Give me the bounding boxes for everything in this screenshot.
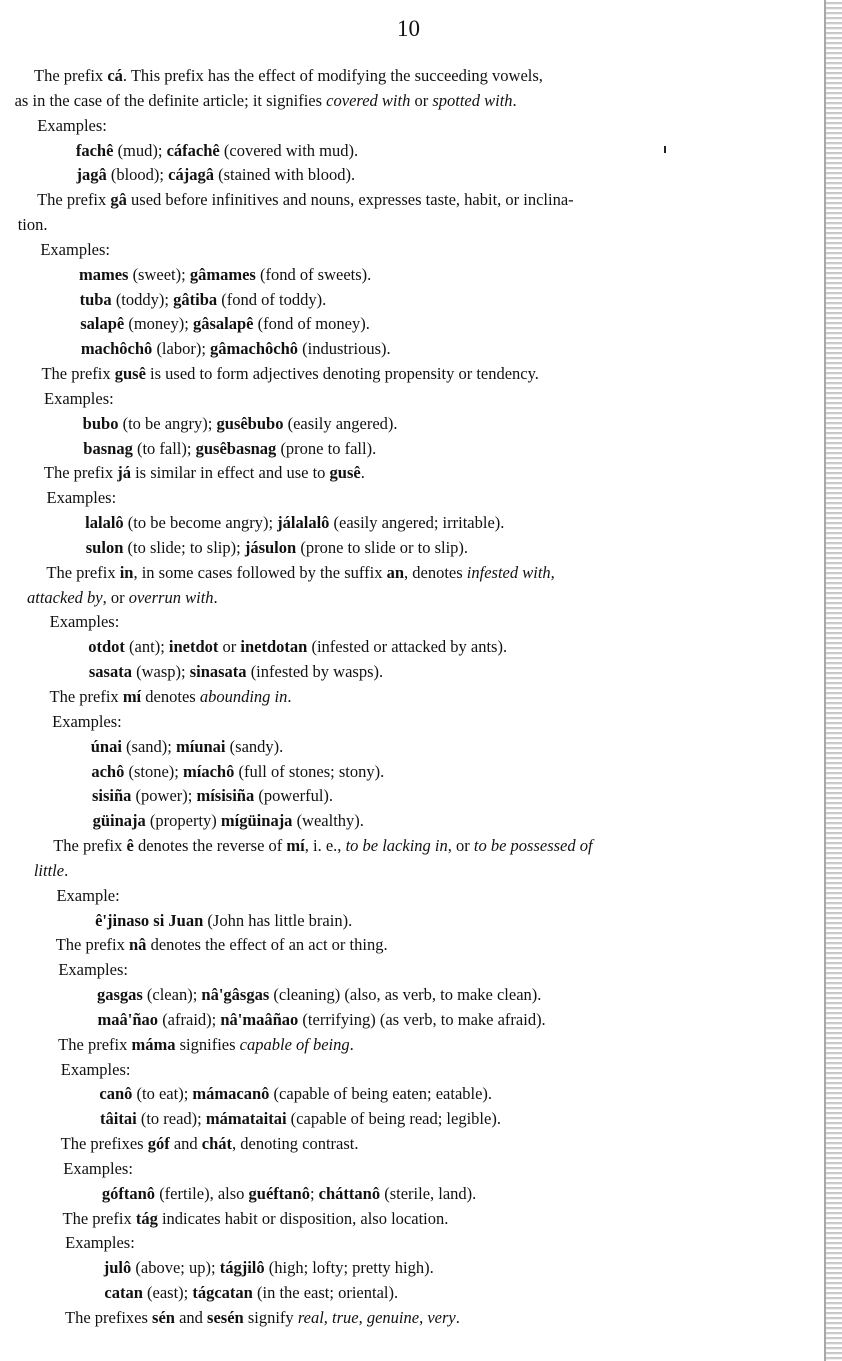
example-line [100,1109,501,1129]
text-run: (terrifying) (as verb, to make afraid). [298,1009,546,1029]
headword: nâ [129,935,147,955]
headword: in [119,562,134,582]
headword: mámacanô [192,1084,270,1104]
italic-phrase: infested with, [466,562,555,582]
text-run: indicates habit or disposition, also location. [157,1208,449,1228]
italic-phrase: real, true, genuine, very [297,1308,456,1327]
italic-phrase: to be possessed of [473,836,593,856]
text-run: , in some cases followed by the suffix [133,562,387,582]
italic-phrase: little [33,860,65,880]
text-run: (fertile), also [155,1183,249,1203]
paragraph-line [34,66,543,86]
headword: gâmachôchô [210,339,299,359]
text-run: is similar in effect and use to [130,463,330,483]
text-run: (above; up); [131,1258,220,1278]
example-line [89,662,383,682]
examples-label: Examples: [60,1059,131,1079]
paragraph-continuation [15,91,517,111]
headword: gâ [110,190,127,210]
headword: chát [201,1134,233,1154]
headword: lalalô [85,513,124,533]
headword: mí [286,836,305,856]
examples-label: Examples: [58,960,128,980]
text-run: . This prefix has the effect of modifying the succeeding vowels, [122,66,543,85]
headword: sesén [207,1308,244,1327]
text-run: The prefix [62,1208,136,1228]
text-run: (to slide; to slip); [123,537,245,557]
example-line [79,265,371,285]
headword: machôchô [80,339,153,359]
headword: ê [126,836,134,856]
examples-label: Examples: [37,115,107,135]
text-run: (sand); [121,736,176,756]
example-line [86,538,468,558]
text-run: (mud); [113,140,167,160]
headword: mígüinaja [220,811,293,831]
text-run: , denoting contrast. [232,1134,359,1154]
headword: sasata [88,662,132,682]
headword: máma [131,1034,176,1054]
text-run: The prefixes [60,1134,148,1154]
text-run: . [213,587,218,607]
headword: basnag [83,438,133,458]
text-run: (stained with blood). [213,165,356,185]
headword: míachô [183,761,235,781]
text-run: (ant); [124,637,169,657]
text-run: (wasp); [131,662,190,682]
example-line [76,165,355,185]
text-run: (prone to fall). [276,438,377,458]
headword: góftanô [101,1183,156,1203]
paragraph-line [65,1308,460,1328]
text-run: (powerful). [254,786,334,806]
headword: míunai [176,736,226,756]
headword: cá [107,66,123,85]
headword: já [117,463,131,483]
headword: achô [91,761,125,781]
text-run: The prefixes [65,1308,153,1327]
headword: nâ'gâsgas [201,985,270,1005]
text-run: (blood); [106,165,169,185]
text-run: (money); [124,314,193,334]
text-run: The prefix [49,687,123,706]
text-run: ; [309,1183,319,1203]
examples-label: Examples: [40,239,110,259]
stray-ink-mark [664,146,666,153]
example-line [104,1283,398,1303]
example-line [76,141,358,161]
headword: sinasata [189,662,247,682]
text-run: The prefix [34,66,108,85]
text-run: or [410,90,433,110]
paragraph-continuation [34,861,68,881]
text-run: (easily angered; irritable). [329,513,505,533]
text-run: and [169,1134,202,1154]
examples-label: Examples: [52,711,122,731]
headword: cáfachê [166,140,220,160]
headword: tágjilô [219,1258,265,1278]
text-run: signify [243,1308,298,1327]
headword: maâ'ñao [97,1009,159,1029]
text-run: (covered with mud). [219,140,359,160]
text-run: (sweet); [128,264,190,284]
text-run: . [64,860,69,880]
text-run: (infested by wasps). [246,662,384,682]
text-run: (afraid); [158,1009,221,1029]
text-run: or [218,637,241,657]
text-run: The prefix [53,836,127,856]
example-line [85,513,504,533]
text-run: (toddy); [111,289,174,309]
text-run: . [287,687,292,706]
example-line [104,1258,434,1278]
paragraph-line [44,463,365,483]
example-line [97,985,541,1005]
headword: gusê [114,364,146,384]
italic-phrase: capable of being [239,1034,350,1054]
paragraph-line [58,1035,354,1055]
example-line [102,1184,476,1204]
headword: tág [135,1208,158,1228]
headword: catan [104,1283,143,1303]
paragraph-line [61,1134,359,1154]
italic-phrase: attacked by [27,587,103,607]
text-run: (cleaning) (also, as verb, to make clean). [269,985,542,1005]
scan-edge-border [824,0,842,1361]
paragraph-continuation [27,588,218,608]
headword: sisiña [91,786,132,806]
example-line [92,786,333,806]
text-run: . [349,1034,354,1054]
headword: mámataitai [205,1109,287,1129]
text-run: signifies [175,1034,240,1054]
examples-label: Examples: [46,488,117,508]
headword: cájagâ [168,165,214,185]
headword: ê'jinaso si Juan [95,910,204,930]
examples-label: Example: [56,885,120,905]
text-run: (easily angered). [283,413,398,433]
headword: mames [78,264,129,284]
text-run: (sterile, land). [380,1183,477,1203]
headword: inetdotan [240,637,308,657]
headword: inetdot [168,637,219,657]
text-run: (capable of being read; legible). [286,1109,501,1129]
headword: tágcatan [192,1283,253,1303]
example-line [91,737,284,757]
italic-phrase: overrun with [128,587,214,607]
text-run: The prefix [37,190,111,210]
text-run: (infested or attacked by ants). [307,637,508,657]
text-run: (clean); [142,985,202,1005]
examples-label: Examples: [63,1158,133,1178]
headword: nâ'maâñao [220,1009,299,1029]
text-run: (full of stones; stony). [234,761,385,781]
text-run: (property) [145,811,221,831]
headword: gâtiba [173,289,218,309]
page-number: 10 [397,16,420,41]
example-line [91,762,384,782]
paragraph-line [63,1209,449,1229]
headword: jásulon [244,537,297,557]
text-run: The prefix [58,1034,132,1054]
text-run: , denotes [404,562,467,582]
text-run: , i. e., [304,836,346,856]
headword: gusêbubo [216,413,284,433]
headword: fachê [75,140,114,160]
example-line [95,911,352,931]
example-line [83,414,398,434]
text-run: (east); [142,1283,193,1303]
text-run: denotes the reverse of [133,836,287,856]
text-run: as in the case of the definite article; it signifies [14,90,327,110]
example-line [93,811,364,831]
text-run: , or [447,836,474,856]
paragraph-continuation [18,215,48,235]
headword: otdot [88,637,125,657]
text-run: . [512,90,517,110]
italic-phrase: abounding in [199,687,288,706]
text-run: (in the east; oriental). [252,1283,399,1303]
text-run: (to fall); [132,438,196,458]
example-line [88,637,507,657]
text-run: (to eat); [132,1084,193,1104]
headword: tâitai [100,1109,137,1129]
italic-phrase: spotted with [432,90,513,110]
example-line [83,439,376,459]
headword: únai [90,736,122,756]
text-run: and [174,1308,208,1327]
headword: julô [103,1258,132,1278]
headword: tuba [79,289,112,309]
text-run: used before infinitives and nouns, expresses taste, habit, or inclina- [126,190,574,210]
headword: bubo [82,413,119,433]
text-run: denotes the effect of an act or thing. [146,935,388,955]
headword: guéftanô [248,1183,310,1203]
headword: gâmames [189,264,256,284]
text-run: (high; lofty; pretty high). [264,1258,434,1278]
text-run: tion. [17,215,48,235]
example-line [80,314,370,334]
text-run: (sandy). [225,736,284,756]
text-run: , or [102,587,129,607]
example-line [98,1010,546,1030]
headword: mí [122,687,142,706]
italic-phrase: to be lacking in [345,836,448,856]
text-run: (stone); [124,761,184,781]
text-run: . [455,1308,460,1327]
text-run: The prefix [46,562,120,582]
example-line [81,339,391,359]
text-run: The prefix [55,935,129,955]
examples-label: Examples: [49,612,120,632]
text-run: (John has little brain). [203,910,353,930]
headword: gasgas [96,985,143,1005]
headword: salapê [80,314,125,334]
text-run: denotes [141,687,200,706]
text-run: (capable of being eaten; eatable). [269,1084,493,1104]
text-run: (wealthy). [292,811,364,831]
text-run: (to read); [136,1109,206,1129]
text-run: The prefix [41,364,115,384]
text-run: (industrious). [298,339,391,359]
headword: jálalalô [277,513,330,533]
paragraph-line [56,935,388,955]
headword: jagâ [76,165,107,185]
headword: cháttanô [318,1183,381,1203]
headword: gusêbasnag [195,438,277,458]
headword: gusê [329,463,361,483]
example-line [80,290,327,310]
italic-phrase: covered with [326,90,411,110]
paragraph-line [41,364,539,384]
text-run: (to be angry); [118,413,217,433]
examples-label: Examples: [44,388,114,408]
text-run: is used to form adjectives denoting propensity or tendency. [145,364,539,384]
headword: gâsalapê [192,314,254,334]
text-run: (prone to slide or to slip). [296,537,469,557]
headword: güinaja [92,811,146,831]
text-run: (to be become angry); [123,513,278,533]
example-line [99,1084,492,1104]
paragraph-line [53,836,592,856]
paragraph-line [37,190,574,210]
headword: canô [99,1084,133,1104]
examples-label: Examples: [65,1233,135,1253]
text-run: (fond of toddy). [217,289,327,309]
headword: mísisiña [196,786,255,806]
headword: sén [152,1308,175,1327]
paragraph-line [46,563,554,583]
headword: sulon [85,537,124,557]
text-run: (fond of money). [253,314,370,334]
headword: góf [147,1134,170,1154]
text-run: (fond of sweets). [255,264,372,284]
text-run: (labor); [152,339,211,359]
text-run: The prefix [43,463,118,483]
text-run: . [360,463,365,483]
text-run: (power); [131,786,197,806]
headword: an [386,562,405,582]
paragraph-line [50,687,292,707]
